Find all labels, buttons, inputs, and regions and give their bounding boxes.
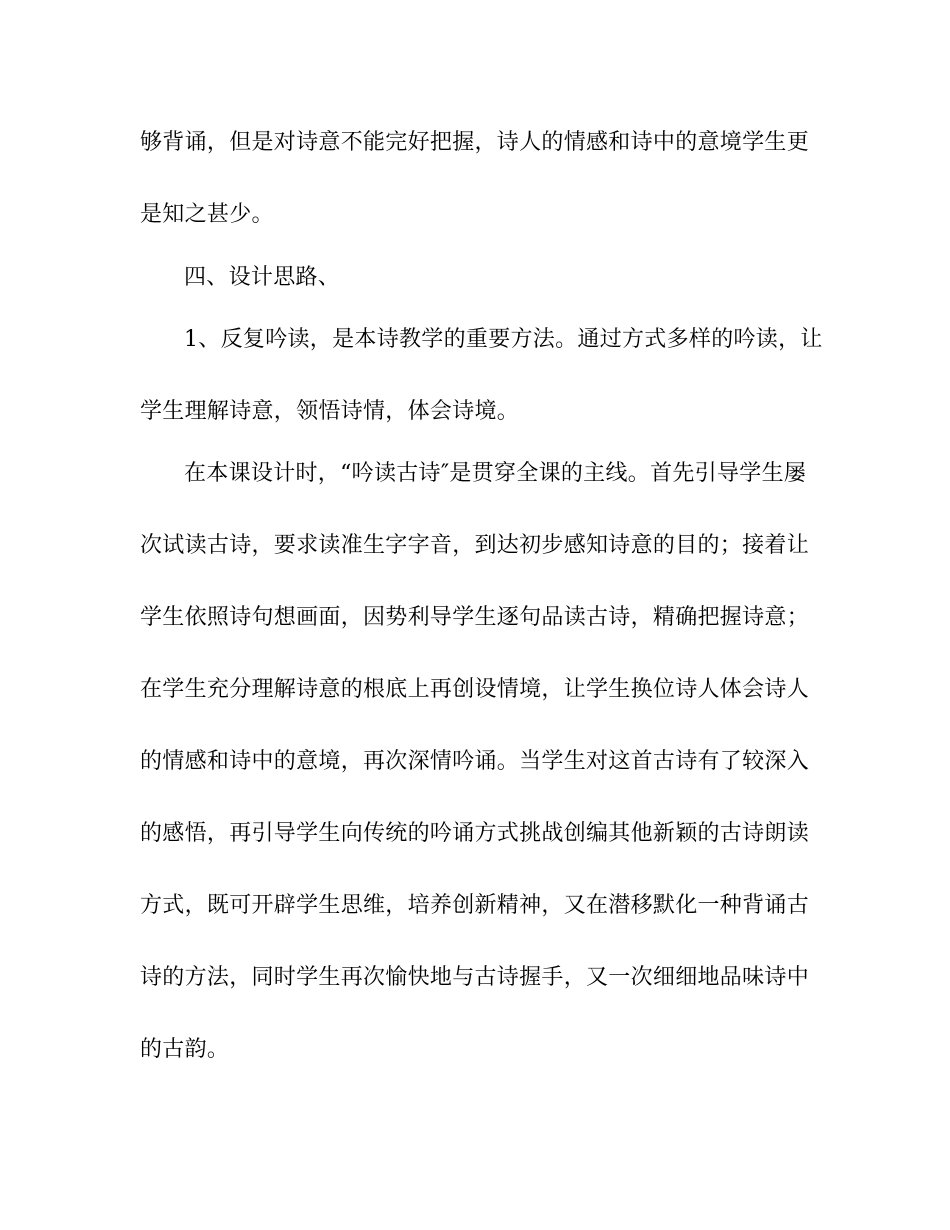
- paragraph-line: 诗的方法，同时学生再次愉快地与古诗握手，又一次细细地品味诗中: [140, 965, 810, 990]
- paragraph-line: 1、反复吟读，是本诗教学的重要方法。通过方式多样的吟读，让: [184, 327, 823, 352]
- paragraph-line: 学生依照诗句想画面，因势利导学生逐句品读古诗，精确把握诗意；: [140, 605, 810, 630]
- paragraph-line: 够背诵，但是对诗意不能完好把握，诗人的情感和诗中的意境学生更: [140, 130, 810, 155]
- paragraph-line: 的古韵。: [140, 1037, 230, 1062]
- paragraph-line: 次试读古诗，要求读准生字字音，到达初步感知诗意的目的；接着让: [140, 533, 810, 558]
- paragraph-line: 的感悟，再引导学生向传统的吟诵方式挑战创编其他新颖的古诗朗读: [140, 821, 810, 846]
- paragraph-line: 的情感和诗中的意境，再次深情吟诵。当学生对这首古诗有了较深入: [140, 749, 810, 774]
- paragraph-line: 是知之甚少。: [140, 202, 274, 227]
- paragraph-line: 在学生充分理解诗意的根底上再创设情境，让学生换位诗人体会诗人: [140, 677, 810, 702]
- paragraph-line: 方式，既可开辟学生思维，培养创新精神，又在潜移默化一种背诵古: [140, 893, 810, 918]
- paragraph-line: 学生理解诗意，领悟诗情，体会诗境。: [140, 399, 520, 424]
- section-heading: 四、设计思路、: [184, 265, 341, 290]
- paragraph-line: 在本课设计时，“吟读古诗″是贯穿全课的主线。首先引导学生屡: [184, 461, 807, 486]
